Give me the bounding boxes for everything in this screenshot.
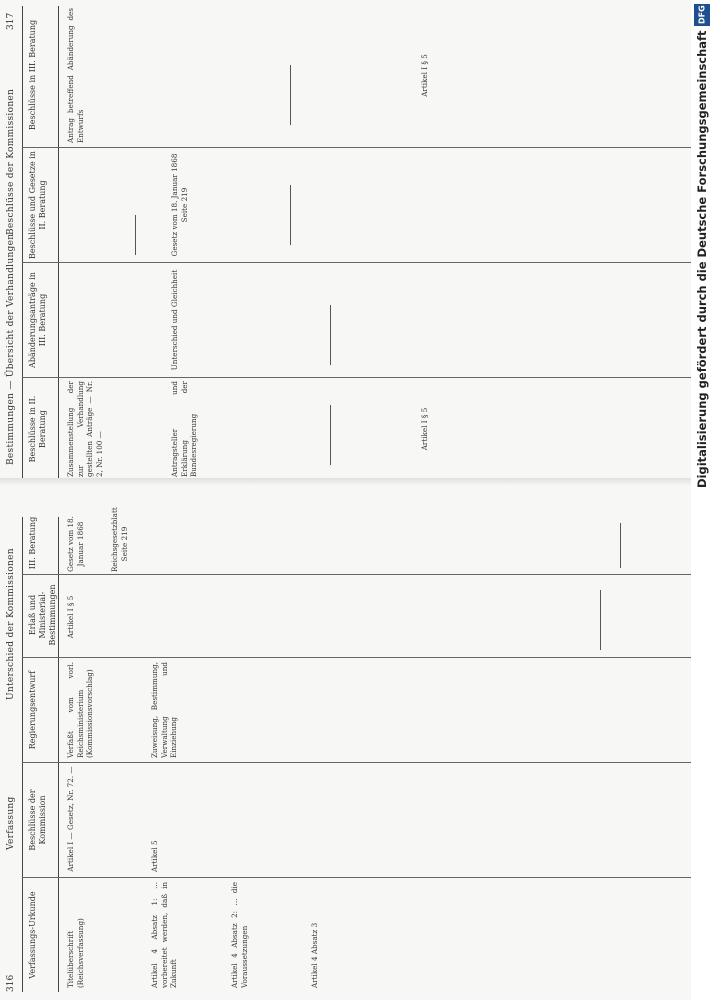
right-short-rule-5 xyxy=(290,65,291,125)
left-block-5: Artikel 4 Absatz 2: ... die Voraussetzungen xyxy=(230,882,249,988)
left-block-10: Gesetz vom 18. Januar 1868 xyxy=(66,516,85,572)
left-col-head-2: Beschlüsse der Kommission xyxy=(28,789,47,851)
dfg-watermark-text: Digitalisierung gefördert durch die Deutsche Forschungsgemeinschaft xyxy=(695,30,709,488)
right-vrule-3 xyxy=(22,147,702,148)
left-block-4: Artikel 4 Absatz 1: ... vorbereitet werden, daß in Zukunft xyxy=(150,882,178,988)
left-block-8: Zuweisung, Bestimmung, Verwaltung und Einziehung xyxy=(150,662,178,758)
right-vrule-1 xyxy=(22,377,702,378)
right-block-3: Unterschied und Gleichheit xyxy=(170,269,179,371)
left-col-head-4: Erlaß und Ministerial-Bestimmungen xyxy=(28,584,57,646)
right-vrule-2 xyxy=(22,262,702,263)
right-block-6: Gesetz vom 18. Januar 1868 Seite 219 xyxy=(170,153,189,257)
right-running-head: Beschlüsse der Kommissionen xyxy=(6,88,16,235)
right-col-head-4: Beschlüsse in III. Beratung xyxy=(28,19,37,131)
right-short-rule-1 xyxy=(135,215,136,255)
left-running-head: Verfassung xyxy=(6,796,16,850)
left-short-rule-2 xyxy=(620,523,621,568)
left-table-title: Unterschied der Kommissionen xyxy=(6,548,16,700)
left-vrule-1 xyxy=(22,877,702,878)
left-vrule-2 xyxy=(22,762,702,763)
right-block-2: Antragsteller und Erklärung der Bundesregierung xyxy=(170,381,198,477)
right-col-head-2: Abänderungsanträge in III. Beratung xyxy=(28,272,47,368)
right-short-rule-2 xyxy=(330,405,331,465)
right-block-5: Antrag betreffend Abänderung des Entwurfs xyxy=(66,8,85,143)
right-block-4: Artikel I § 5 xyxy=(420,407,429,451)
left-col-head-5: III. Beratung xyxy=(28,516,37,570)
left-vrule-3 xyxy=(22,657,702,658)
left-header-rule xyxy=(22,517,23,992)
right-block-7: Artikel I § 5 xyxy=(420,54,429,97)
right-subheader-rule xyxy=(58,6,59,481)
right-col-head-3: Beschlüsse und Gesetze in II. Beratung xyxy=(28,151,47,259)
left-block-6: Artikel 4 Absatz 3 xyxy=(310,922,319,988)
left-col-head-1: Verfassungs-Urkunde xyxy=(28,891,37,979)
left-block-3: Verfaßt vom vorl. Reichsministerium (Kommissionsvorschlag) xyxy=(66,662,94,758)
left-subheader-rule xyxy=(58,517,59,992)
left-short-rule-1 xyxy=(600,590,601,650)
left-block-2: Artikel I — Gesetz, Nr. 72. — xyxy=(66,766,75,872)
left-block-11: Reichsgesetzblatt Seite 219 xyxy=(110,507,129,572)
right-page xyxy=(0,0,713,485)
right-table-title: Bestimmungen — Übersicht der Verhandlungen xyxy=(6,233,16,465)
left-block-9: Artikel I § 5 xyxy=(66,595,75,639)
right-block-1: Zusammenstellung der zur Verhandlung gestellten Anträge — Nr. 2, Nr. 100 — xyxy=(66,381,104,477)
right-col-head-1: Beschlüsse in II. Beratung xyxy=(28,395,47,463)
left-page xyxy=(0,507,713,1000)
dfg-watermark-band xyxy=(691,0,713,1000)
right-short-rule-4 xyxy=(290,185,291,245)
left-col-head-3: Regierungsentwurf xyxy=(28,670,37,750)
left-vrule-4 xyxy=(22,574,702,575)
right-header-rule xyxy=(22,6,23,481)
right-page-number: 317 xyxy=(6,12,16,30)
dfg-logo: DFG xyxy=(694,4,710,26)
page-fold xyxy=(0,478,713,486)
left-block-1: Titelüberschrift (Reichsverfassung) xyxy=(66,918,85,988)
left-block-7: Artikel 5 xyxy=(150,840,159,872)
left-page-number: 316 xyxy=(6,974,16,992)
right-short-rule-3 xyxy=(330,305,331,365)
